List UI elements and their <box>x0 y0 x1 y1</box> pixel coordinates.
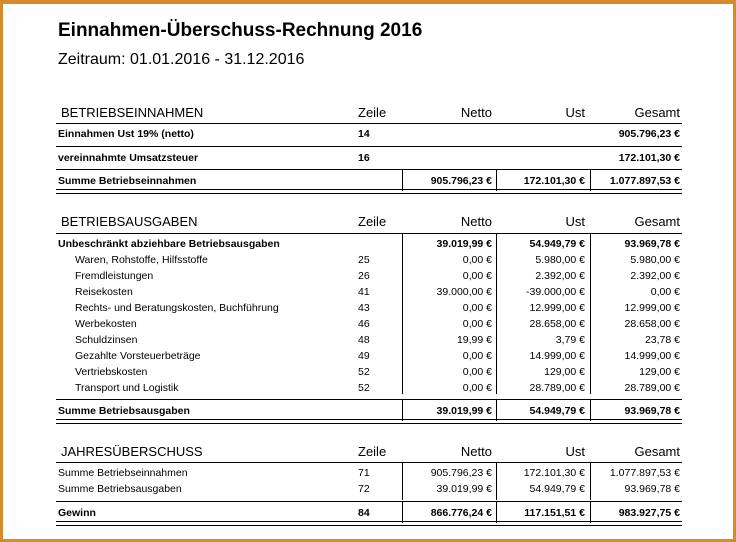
row-gesamt: 2.392,00 € <box>630 270 680 282</box>
column-separator <box>590 463 591 500</box>
row-gesamt: 93.969,78 € <box>624 483 680 495</box>
row-netto: 0,00 € <box>462 270 492 282</box>
sum-row <box>56 505 686 521</box>
row-netto: 0,00 € <box>462 350 492 362</box>
col-header-netto: Netto <box>460 214 492 229</box>
column-separator <box>402 463 403 500</box>
row-zeile: 25 <box>358 254 370 266</box>
row-zeile: 14 <box>358 128 370 140</box>
col-header-netto: Netto <box>460 444 492 459</box>
row-label: Waren, Rohstoffe, Hilfsstoffe <box>75 254 208 266</box>
col-header-gesamt: Gesamt <box>634 214 680 229</box>
table-row <box>56 284 686 300</box>
row-ust: -39.000,00 € <box>526 286 585 298</box>
row-ust: 3,79 € <box>555 334 585 346</box>
row-label: Rechts- und Beratungskosten, Buchführung <box>75 302 279 314</box>
table-row <box>56 380 686 396</box>
sum-row <box>56 173 686 189</box>
row-gesamt: 129,00 € <box>639 366 680 378</box>
row-label: Schuldzinsen <box>75 334 138 346</box>
ausgaben-header-row <box>56 212 686 232</box>
group-label: Unbeschränkt abziehbare Betriebsausgaben <box>58 238 280 250</box>
row-ust: 129,00 € <box>544 366 585 378</box>
row-zeile: 52 <box>358 382 370 394</box>
row-gesamt: 1.077.897,53 € <box>609 467 680 479</box>
gewinn-label: Gewinn <box>58 507 96 519</box>
column-separator <box>402 502 403 523</box>
row-zeile: 52 <box>358 366 370 378</box>
column-separator <box>590 234 591 394</box>
row-zeile: 71 <box>358 467 370 479</box>
sum-gesamt: 1.077.897,53 € <box>609 175 680 187</box>
row-ust: 28.658,00 € <box>529 318 585 330</box>
row-gesamt: 172.101,30 € <box>618 152 680 164</box>
row-label: Werbekosten <box>75 318 137 330</box>
table-row <box>56 252 686 268</box>
divider <box>56 399 682 400</box>
section-heading: BETRIEBSEINNAHMEN <box>61 105 204 120</box>
row-netto: 0,00 € <box>462 318 492 330</box>
row-label: Vertriebskosten <box>75 366 148 378</box>
group-netto: 39.019,99 € <box>436 238 492 250</box>
column-separator <box>496 502 497 523</box>
column-separator <box>590 400 591 421</box>
column-separator <box>496 463 497 500</box>
row-netto: 39.000,00 € <box>436 286 492 298</box>
divider <box>56 501 682 502</box>
table-row <box>56 465 686 481</box>
row-gesamt: 5.980,00 € <box>630 254 680 266</box>
report-title: Einnahmen-Überschuss-Rechnung 2016 <box>58 20 423 41</box>
col-header-zeile: Zeile <box>358 444 387 459</box>
row-ust: 172.101,30 € <box>523 467 585 479</box>
double-underline <box>56 521 682 526</box>
sum-label: Summe Betriebseinnahmen <box>58 175 197 187</box>
sum-netto: 905.796,23 € <box>430 175 492 187</box>
row-netto: 905.796,23 € <box>430 467 492 479</box>
group-gesamt: 93.969,78 € <box>624 238 680 250</box>
row-netto: 39.019,99 € <box>436 483 492 495</box>
row-ust: 54.949,79 € <box>529 483 585 495</box>
group-row <box>56 236 686 252</box>
row-gesamt: 14.999,00 € <box>624 350 680 362</box>
table-row <box>56 300 686 316</box>
gewinn-gesamt: 983.927,75 € <box>618 507 680 519</box>
col-header-ust: Ust <box>565 444 585 459</box>
row-label: Reisekosten <box>75 286 133 298</box>
column-separator <box>590 170 591 191</box>
table-row <box>56 364 686 380</box>
row-zeile: 41 <box>358 286 370 298</box>
divider <box>56 123 682 124</box>
divider <box>56 169 682 170</box>
double-underline <box>56 189 682 194</box>
row-gesamt: 0,00 € <box>650 286 680 298</box>
table-row <box>56 126 686 142</box>
row-ust: 14.999,00 € <box>529 350 585 362</box>
group-ust: 54.949,79 € <box>529 238 585 250</box>
row-zeile: 16 <box>358 152 370 164</box>
einnahmen-header-row <box>56 103 686 123</box>
column-separator <box>496 170 497 191</box>
row-zeile: 26 <box>358 270 370 282</box>
row-netto: 19,99 € <box>456 334 492 346</box>
row-label: Summe Betriebsausgaben <box>58 483 182 495</box>
col-header-zeile: Zeile <box>358 105 387 120</box>
divider <box>56 146 682 147</box>
row-gesamt: 28.658,00 € <box>624 318 680 330</box>
row-netto: 0,00 € <box>462 382 492 394</box>
row-label: Gezahlte Vorsteuerbeträge <box>75 350 201 362</box>
section-heading: BETRIEBSAUSGABEN <box>61 214 198 229</box>
row-ust: 5.980,00 € <box>535 254 585 266</box>
row-netto: 0,00 € <box>462 302 492 314</box>
col-header-ust: Ust <box>565 214 585 229</box>
row-label: Einnahmen Ust 19% (netto) <box>58 128 194 140</box>
divider <box>56 462 682 463</box>
row-label: Transport und Logistik <box>75 382 179 394</box>
sum-label: Summe Betriebsausgaben <box>58 405 190 417</box>
sum-row <box>56 403 686 419</box>
col-header-gesamt: Gesamt <box>634 105 680 120</box>
row-zeile: 48 <box>358 334 370 346</box>
row-label: Fremdleistungen <box>75 270 154 282</box>
row-ust: 12.999,00 € <box>529 302 585 314</box>
col-header-ust: Ust <box>565 105 585 120</box>
column-separator <box>402 170 403 191</box>
col-header-netto: Netto <box>460 105 492 120</box>
row-ust: 28.789,00 € <box>529 382 585 394</box>
sum-netto: 39.019,99 € <box>436 405 492 417</box>
report-period: Zeitraum: 01.01.2016 - 31.12.2016 <box>58 51 305 68</box>
row-gesamt: 12.999,00 € <box>624 302 680 314</box>
sum-ust: 54.949,79 € <box>529 405 585 417</box>
row-netto: 0,00 € <box>462 366 492 378</box>
gewinn-zeile: 84 <box>358 507 370 519</box>
sum-gesamt: 93.969,78 € <box>624 405 680 417</box>
row-gesamt: 28.789,00 € <box>624 382 680 394</box>
gewinn-netto: 866.776,24 € <box>430 507 492 519</box>
column-separator <box>402 234 403 394</box>
table-row <box>56 268 686 284</box>
table-row <box>56 150 686 166</box>
row-zeile: 43 <box>358 302 370 314</box>
table-row <box>56 481 686 497</box>
row-zeile: 49 <box>358 350 370 362</box>
column-separator <box>402 400 403 421</box>
col-header-zeile: Zeile <box>358 214 387 229</box>
row-ust: 2.392,00 € <box>535 270 585 282</box>
row-zeile: 46 <box>358 318 370 330</box>
table-row <box>56 332 686 348</box>
row-netto: 0,00 € <box>462 254 492 266</box>
row-gesamt: 905.796,23 € <box>618 128 680 140</box>
gewinn-ust: 117.151,51 € <box>524 507 585 519</box>
row-label: Summe Betriebseinnahmen <box>58 467 188 479</box>
col-header-gesamt: Gesamt <box>634 444 680 459</box>
table-row <box>56 348 686 364</box>
divider <box>56 233 682 234</box>
table-row <box>56 316 686 332</box>
double-underline <box>56 419 682 424</box>
section-heading: JAHRESÜBERSCHUSS <box>61 444 203 459</box>
column-separator <box>590 502 591 523</box>
column-separator <box>496 234 497 394</box>
column-separator <box>496 400 497 421</box>
row-zeile: 72 <box>358 483 370 495</box>
ueberschuss-header-row <box>56 442 686 462</box>
row-label: vereinnahmte Umsatzsteuer <box>58 152 199 164</box>
sum-ust: 172.101,30 € <box>523 175 585 187</box>
row-gesamt: 23,78 € <box>644 334 680 346</box>
